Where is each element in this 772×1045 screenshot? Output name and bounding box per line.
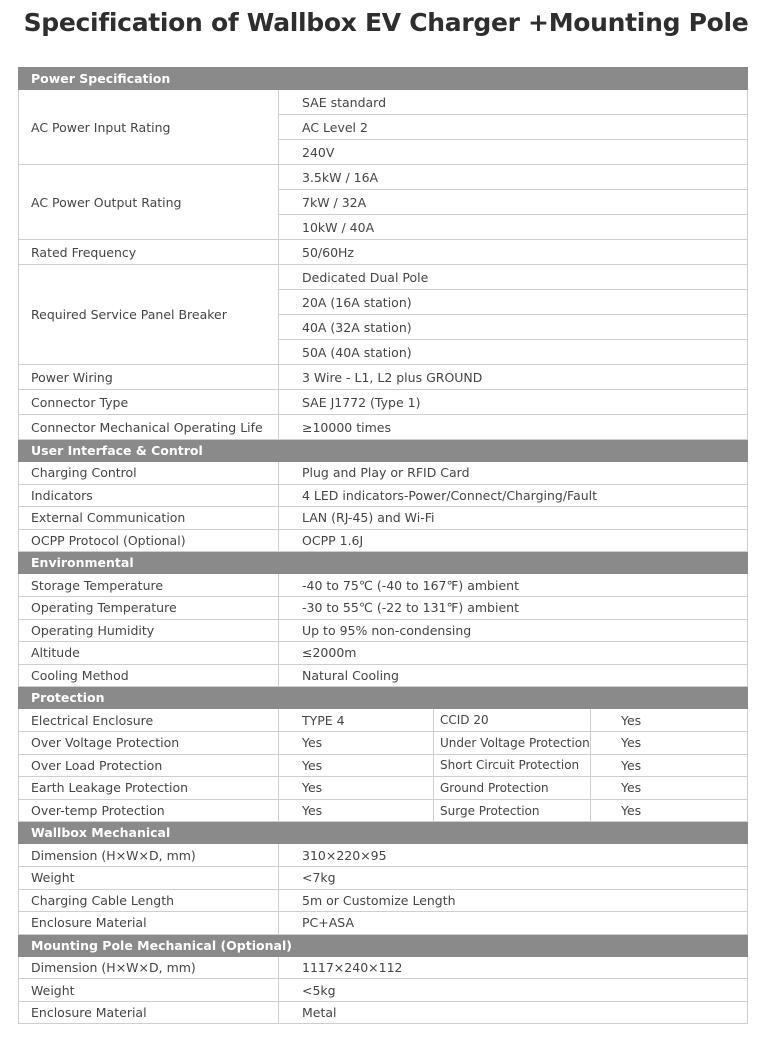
spec-value: ≤2000m — [279, 642, 748, 665]
spec-value: LAN (RJ-45) and Wi-Fi — [279, 507, 748, 530]
spec-label: Enclosure Material — [19, 912, 279, 935]
section-title: User Interface & Control — [19, 440, 748, 462]
spec-label: Charging Control — [19, 462, 279, 485]
spec-label: Dimension (H×W×D, mm) — [19, 956, 279, 979]
spec-value: -30 to 55℃ (-22 to 131℉) ambient — [279, 596, 748, 619]
table-row — [19, 844, 748, 867]
spec-value: 1117×240×112 — [279, 956, 748, 979]
table-row — [19, 90, 748, 115]
spec-value: 40A (32A station) — [279, 315, 748, 340]
spec-label: Earth Leakage Protection — [19, 777, 279, 800]
spec-label: Weight — [19, 866, 279, 889]
table-row — [19, 240, 748, 265]
spec-value: Up to 95% non-condensing — [279, 619, 748, 642]
table-row — [19, 415, 748, 440]
spec-value: -40 to 75℃ (-40 to 167℉) ambient — [279, 574, 748, 597]
spec-value: Yes — [279, 731, 434, 754]
spec-value: 5m or Customize Length — [279, 889, 748, 912]
spec-value-secondary: Yes — [591, 731, 748, 754]
table-row — [19, 799, 748, 822]
page-title: Specification of Wallbox EV Charger +Mounting Pole — [23, 8, 749, 37]
spec-label: External Communication — [19, 507, 279, 530]
spec-table — [18, 67, 748, 1024]
spec-label: OCPP Protocol (Optional) — [19, 529, 279, 552]
spec-label: Storage Temperature — [19, 574, 279, 597]
spec-value: PC+ASA — [279, 912, 748, 935]
spec-label: Over-temp Protection — [19, 799, 279, 822]
spec-value: Dedicated Dual Pole — [279, 265, 748, 290]
spec-value-secondary: Yes — [591, 799, 748, 822]
table-row — [19, 507, 748, 530]
spec-value-secondary: Yes — [591, 754, 748, 777]
spec-value: <5kg — [279, 979, 748, 1002]
spec-label-secondary: Ground Protection — [434, 777, 591, 800]
spec-label-secondary: Surge Protection — [434, 799, 591, 822]
spec-value: 3 Wire - L1, L2 plus GROUND — [279, 365, 748, 390]
spec-value: 3.5kW / 16A — [279, 165, 748, 190]
section-header-mounting-pole — [19, 934, 748, 956]
spec-label: Rated Frequency — [19, 240, 279, 265]
table-row — [19, 462, 748, 485]
spec-value: Natural Cooling — [279, 664, 748, 687]
spec-label: Electrical Enclosure — [19, 709, 279, 732]
spec-label: Indicators — [19, 484, 279, 507]
spec-value: Metal — [279, 1001, 748, 1024]
spec-label: Required Service Panel Breaker — [19, 265, 279, 365]
table-row — [19, 956, 748, 979]
table-row — [19, 265, 748, 290]
spec-value: Yes — [279, 799, 434, 822]
table-row — [19, 642, 748, 665]
table-row — [19, 979, 748, 1002]
table-row — [19, 731, 748, 754]
table-row — [19, 574, 748, 597]
spec-value: Yes — [279, 777, 434, 800]
section-header-environmental — [19, 552, 748, 574]
table-row — [19, 777, 748, 800]
spec-label: Altitude — [19, 642, 279, 665]
spec-value: SAE J1772 (Type 1) — [279, 390, 748, 415]
spec-label: Cooling Method — [19, 664, 279, 687]
spec-label-secondary: CCID 20 — [434, 709, 591, 732]
section-title: Power Specification — [19, 68, 748, 90]
spec-label: AC Power Output Rating — [19, 165, 279, 240]
section-title: Wallbox Mechanical — [19, 822, 748, 844]
spec-label: Over Load Protection — [19, 754, 279, 777]
spec-value: 310×220×95 — [279, 844, 748, 867]
table-row — [19, 1001, 748, 1024]
table-row — [19, 596, 748, 619]
section-header-ui — [19, 440, 748, 462]
spec-label: Enclosure Material — [19, 1001, 279, 1024]
section-title: Environmental — [19, 552, 748, 574]
table-row — [19, 165, 748, 190]
spec-label: AC Power Input Rating — [19, 90, 279, 165]
spec-label: Connector Type — [19, 390, 279, 415]
table-row — [19, 619, 748, 642]
spec-value-secondary: Yes — [591, 709, 748, 732]
section-title: Protection — [19, 687, 748, 709]
spec-label: Dimension (H×W×D, mm) — [19, 844, 279, 867]
spec-value: 50/60Hz — [279, 240, 748, 265]
spec-value: SAE standard — [279, 90, 748, 115]
table-row — [19, 754, 748, 777]
table-row — [19, 866, 748, 889]
spec-label-secondary: Short Circuit Protection — [434, 754, 591, 777]
spec-value-secondary: Yes — [591, 777, 748, 800]
section-header-power — [19, 68, 748, 90]
spec-value: 4 LED indicators-Power/Connect/Charging/Fault — [279, 484, 748, 507]
table-row — [19, 390, 748, 415]
spec-label: Connector Mechanical Operating Life — [19, 415, 279, 440]
spec-value: TYPE 4 — [279, 709, 434, 732]
spec-value: OCPP 1.6J — [279, 529, 748, 552]
section-header-protection — [19, 687, 748, 709]
spec-value: 20A (16A station) — [279, 290, 748, 315]
spec-value: Plug and Play or RFID Card — [279, 462, 748, 485]
section-header-wallbox — [19, 822, 748, 844]
table-row — [19, 664, 748, 687]
spec-label: Operating Humidity — [19, 619, 279, 642]
spec-value: 50A (40A station) — [279, 340, 748, 365]
spec-value: 7kW / 32A — [279, 190, 748, 215]
table-row — [19, 365, 748, 390]
table-row — [19, 709, 748, 732]
spec-value: 10kW / 40A — [279, 215, 748, 240]
table-row — [19, 889, 748, 912]
table-row — [19, 912, 748, 935]
spec-label: Over Voltage Protection — [19, 731, 279, 754]
spec-label-secondary: Under Voltage Protection — [434, 731, 591, 754]
spec-label: Weight — [19, 979, 279, 1002]
spec-value: <7kg — [279, 866, 748, 889]
section-title: Mounting Pole Mechanical (Optional) — [19, 934, 748, 956]
spec-label: Power Wiring — [19, 365, 279, 390]
spec-value: AC Level 2 — [279, 115, 748, 140]
spec-label: Charging Cable Length — [19, 889, 279, 912]
spec-value: ≥10000 times — [279, 415, 748, 440]
spec-value: Yes — [279, 754, 434, 777]
table-row — [19, 529, 748, 552]
spec-value: 240V — [279, 140, 748, 165]
spec-label: Operating Temperature — [19, 596, 279, 619]
table-row — [19, 484, 748, 507]
